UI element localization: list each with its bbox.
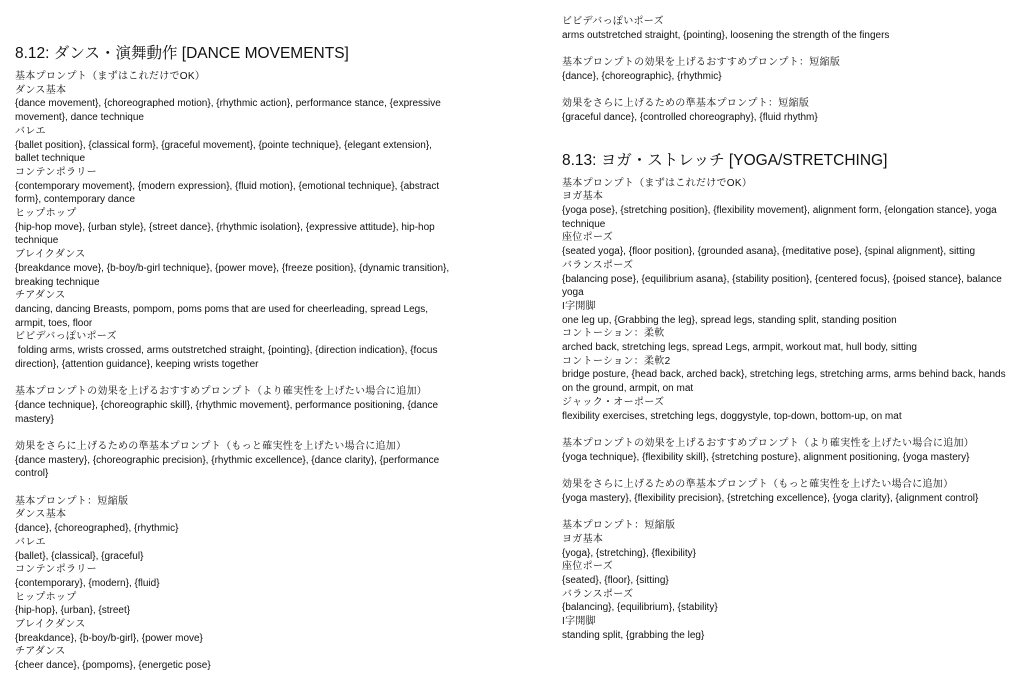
item-label: チアダンス xyxy=(15,290,66,302)
item-label: ビビデバっぽいポーズ xyxy=(15,331,117,343)
item-label: ヨガ基本 xyxy=(562,533,604,545)
item-label: チアダンス xyxy=(15,646,66,658)
item-label: ビビデバっぽいポーズ xyxy=(562,16,664,27)
spacer xyxy=(562,84,1010,98)
prompt-group xyxy=(15,385,455,426)
group-title: 基本プロンプトの効果を上げるおすすめプロンプト：短縮版 xyxy=(562,57,841,69)
spacer xyxy=(562,42,1010,56)
item-label: ジャック・オーポーズ xyxy=(562,396,665,408)
group-title: 効果をさらに上げるための準基本プロンプト（もっと確実性を上げたい場合に追加） xyxy=(562,479,954,491)
prompt-group xyxy=(562,177,1010,424)
item-label: ヒップホップ xyxy=(15,591,77,603)
group-title: 効果をさらに上げるための準基本プロンプト：短縮版 xyxy=(562,98,810,110)
group-title: 基本プロンプト：短縮版 xyxy=(562,520,676,532)
prompt-group xyxy=(15,70,455,371)
prompt-text: flexibility exercises, stretching legs, doggystyle, top-down, bottom-up, on mat xyxy=(562,410,902,422)
prompt-text: {graceful dance}, {controlled choreography}, {fluid rhythm} xyxy=(562,111,818,123)
item-label: ヨガ基本 xyxy=(562,191,604,203)
item-label: コントーション：柔軟 xyxy=(562,328,665,340)
prompt-text: {dance mastery}, {choreographic precision}, {rhythmic excellence}, {dance clarity}, {performance control} xyxy=(15,454,442,480)
group-title: 基本プロンプト：短縮版 xyxy=(15,495,129,507)
item-label: バレエ xyxy=(15,536,46,548)
group-title: 基本プロンプトの効果を上げるおすすめプロンプト（より確実性を上げたい場合に追加） xyxy=(15,386,428,398)
prompt-text: {ballet}, {classical}, {graceful} xyxy=(15,550,144,562)
item-label: ダンス基本 xyxy=(15,84,67,96)
prompt-text: {balancing pose}, {equilibrium asana}, {stability position}, {centered focus}, {poised stance}, balance yoga xyxy=(562,273,1005,299)
spacer xyxy=(15,481,455,495)
prompt-text: {seated yoga}, {floor position}, {grounded asana}, {meditative pose}, {spinal alignment}, sitting xyxy=(562,246,976,258)
prompt-group xyxy=(15,495,455,673)
prompt-group xyxy=(562,15,1010,42)
prompt-text: {contemporary}, {modern}, {fluid} xyxy=(15,577,160,589)
item-label: I字開脚 xyxy=(562,300,596,312)
item-label: コンテンポラリー xyxy=(15,166,97,178)
item-label: 座位ポーズ xyxy=(562,561,613,573)
spacer xyxy=(15,426,455,440)
item-label: コンテンポラリー xyxy=(15,564,97,576)
prompt-text: {breakdance}, {b-boy/b-girl}, {power move} xyxy=(15,632,203,644)
prompt-text: {cheer dance}, {pompoms}, {energetic pose} xyxy=(15,660,211,672)
prompt-text: {seated}, {floor}, {sitting} xyxy=(562,574,669,586)
prompt-text: {dance movement}, {choreographed motion}, {rhythmic action}, performance stance, {expressive movement}, dance technique xyxy=(15,98,444,124)
item-label: ダンス基本 xyxy=(15,509,67,521)
item-label: バランスポーズ xyxy=(562,588,634,600)
prompt-text: {hip-hop move}, {urban style}, {street dance}, {rhythmic isolation}, {expressive attitude}, hip-hop technique xyxy=(15,221,438,247)
spacer xyxy=(15,371,455,385)
group-title: 効果をさらに上げるための準基本プロンプト（もっと確実性を上げたい場合に追加） xyxy=(15,440,407,452)
right-column xyxy=(562,15,1010,642)
item-label: 座位ポーズ xyxy=(562,232,613,244)
prompt-text: {yoga}, {stretching}, {flexibility} xyxy=(562,547,696,559)
item-label: コントーション：柔軟2 xyxy=(562,355,671,367)
item-label: ブレイクダンス xyxy=(15,249,86,261)
prompt-text: standing split, {grabbing the leg} xyxy=(562,629,705,641)
prompt-text: {dance}, {choreographed}, {rhythmic} xyxy=(15,523,179,535)
group-title: 基本プロンプト（まずはこれだけでOK） xyxy=(15,71,206,82)
prompt-text: arms outstretched straight, {pointing}, loosening the strength of the fingers xyxy=(562,29,890,41)
spacer xyxy=(562,505,1010,519)
prompt-group xyxy=(562,478,1010,505)
prompt-text: {breakdance move}, {b-boy/b-girl technique}, {power move}, {freeze position}, {dynamic transition}, breaking technique xyxy=(15,262,452,288)
prompt-text: {yoga technique}, {flexibility skill}, {stretching posture}, alignment positioning, {yoga mastery} xyxy=(562,451,970,463)
spacer xyxy=(562,464,1010,478)
prompt-text: {ballet position}, {classical form}, {graceful movement}, {pointe technique}, {elegant extension}, ballet technique xyxy=(15,139,435,165)
group-title: 基本プロンプトの効果を上げるおすすめプロンプト（より確実性を上げたい場合に追加） xyxy=(562,437,975,449)
item-label: バレエ xyxy=(15,125,46,137)
prompt-group xyxy=(562,97,1010,124)
prompt-text: bridge posture, {head back, arched back}, stretching legs, stretching arms, arms behind back, hands on the ground, armpit, on mat xyxy=(562,369,1009,395)
item-label: I字開脚 xyxy=(562,616,596,628)
section-heading: 8.13: ヨガ・ストレッチ [YOGA/STRETCHING] xyxy=(562,151,888,169)
item-label: ヒップホップ xyxy=(15,208,77,220)
prompt-text: one leg up, {Grabbing the leg}, spread legs, standing split, standing position xyxy=(562,314,897,326)
prompt-text: {balancing}, {equilibrium}, {stability} xyxy=(562,602,718,614)
prompt-group xyxy=(562,437,1010,464)
prompt-text: {contemporary movement}, {modern expression}, {fluid motion}, {emotional technique}, {abstract form}, contemporary dance xyxy=(15,180,442,206)
left-column xyxy=(15,44,455,673)
prompt-text: folding arms, wrists crossed, arms outstretched straight, {pointing}, {direction indication}, {focus direction}, {attention guidance}, keeping wrists together xyxy=(15,345,441,370)
prompt-text: {yoga mastery}, {flexibility precision}, {stretching excellence}, {yoga clarity}, {alignment control} xyxy=(562,492,979,504)
prompt-text: {yoga pose}, {stretching position}, {flexibility movement}, alignment form, {elongation stance}, yoga technique xyxy=(562,205,1000,230)
prompt-text: dancing, dancing Breasts, pompom, poms poms that are used for cheerleading, spread Legs, armpit, toes, floor xyxy=(15,303,431,329)
item-label: ブレイクダンス xyxy=(15,619,86,631)
prompt-text: {dance}, {choreographic}, {rhythmic} xyxy=(562,70,722,82)
prompt-group xyxy=(15,440,455,481)
group-title: 基本プロンプト（まずはこれだけでOK） xyxy=(562,177,753,189)
prompt-group xyxy=(562,519,1010,642)
prompt-text: {dance technique}, {choreographic skill}, {rhythmic movement}, performance positioning, {dance mastery} xyxy=(15,399,441,425)
prompt-text: arched back, stretching legs, spread Legs, armpit, workout mat, hull body, sitting xyxy=(562,342,917,354)
spacer xyxy=(562,423,1010,437)
section-heading: 8.12: ダンス・演舞動作 [DANCE MOVEMENTS] xyxy=(15,45,349,62)
prompt-group xyxy=(562,56,1010,83)
prompt-text: {hip-hop}, {urban}, {street} xyxy=(15,605,131,617)
item-label: バランスポーズ xyxy=(562,259,634,271)
